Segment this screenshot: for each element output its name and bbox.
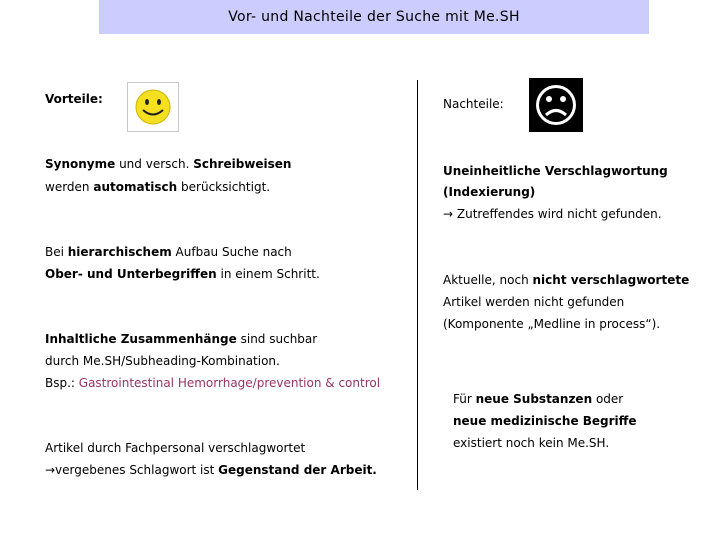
advantage-1-line-2: [45, 179, 270, 195]
text-fragment: in einem Schritt.: [216, 267, 320, 281]
disadvantage-1-line-1: Uneinheitliche Verschlagwortung: [443, 164, 668, 178]
term-nicht-verschlagwortete: nicht verschlagwortete: [532, 273, 690, 287]
term-gegenstand-der-arbeit: Gegenstand der Arbeit.: [218, 463, 377, 477]
example-mesh-term: Gastrointestinal Hemorrhage/prevention & control: [78, 376, 381, 390]
advantages-heading: Vorteile:: [45, 92, 103, 106]
text-fragment: Aktuelle, noch: [443, 273, 533, 287]
disadvantage-1-line-2: (Indexierung): [443, 185, 536, 199]
text-fragment: und versch.: [115, 157, 194, 171]
text-fragment: Für: [453, 392, 476, 406]
term-hierarchischem: hierarchischem: [67, 245, 172, 259]
slide-title: Vor- und Nachteile der Suche mit Me.SH: [228, 9, 520, 25]
advantage-4-line-2: [45, 462, 377, 478]
advantage-2-line-2: [45, 266, 320, 282]
advantage-1-line-1: [45, 156, 291, 172]
disadvantage-2-line-1: [443, 272, 689, 288]
term-inhaltliche-zusammenhaenge: Inhaltliche Zusammenhänge: [45, 332, 237, 346]
text-fragment: berücksichtigt.: [177, 180, 271, 194]
disadvantage-3-line-2: neue medizinische Begriffe: [453, 414, 637, 428]
disadvantages-heading: Nachteile:: [443, 97, 504, 111]
text-fragment: sind suchbar: [236, 332, 318, 346]
term-synonyme: Synonyme: [45, 157, 116, 171]
disadvantage-3-line-1: [453, 391, 623, 407]
term-automatisch: automatisch: [93, 180, 178, 194]
text-fragment: Aufbau Suche nach: [171, 245, 292, 259]
smiley-face-icon: [127, 82, 179, 132]
column-divider: [417, 80, 418, 490]
text-fragment: Bei: [45, 245, 68, 259]
disadvantage-2-line-2: Artikel werden nicht gefunden: [443, 295, 625, 309]
text-fragment: Bsp.:: [45, 376, 79, 390]
advantage-2-line-1: [45, 244, 292, 260]
slide-title-bar: [99, 0, 649, 34]
advantage-3-line-1: [45, 331, 317, 347]
frowning-face-icon: [529, 78, 583, 132]
text-fragment: oder: [592, 392, 624, 406]
advantage-4-line-1: Artikel durch Fachpersonal verschlagwortet: [45, 441, 306, 455]
term-ober-unterbegriffe: Ober- und Unterbegriffen: [45, 267, 217, 281]
term-schreibweisen: Schreibweisen: [193, 157, 292, 171]
disadvantage-1-line-3: → Zutreffendes wird nicht gefunden.: [443, 207, 662, 221]
text-fragment: →vergebenes Schlagwort ist: [45, 463, 219, 477]
advantage-3-line-2: durch Me.SH/Subheading-Kombination.: [45, 354, 280, 368]
text-fragment: werden: [45, 180, 94, 194]
term-neue-substanzen: neue Substanzen: [475, 392, 593, 406]
disadvantage-2-line-3: (Komponente „Medline in process“).: [443, 317, 661, 331]
disadvantage-3-line-3: existiert noch kein Me.SH.: [453, 436, 610, 450]
advantage-3-example: [45, 375, 380, 391]
